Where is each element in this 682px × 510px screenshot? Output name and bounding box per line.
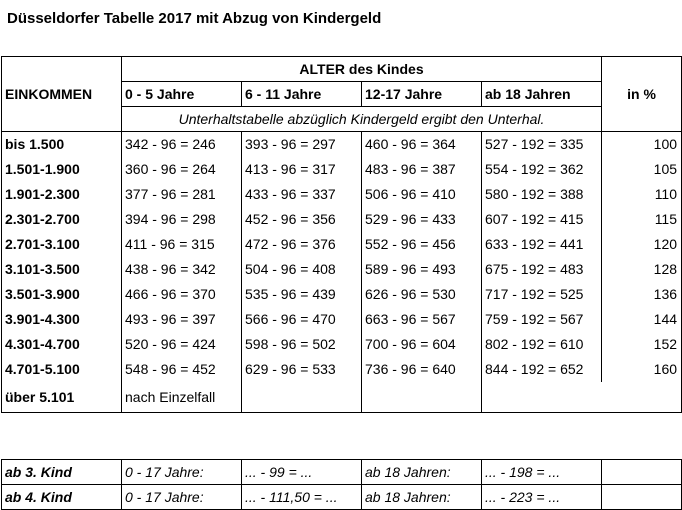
percent-value: 105 <box>602 157 682 182</box>
percent-value: 144 <box>602 307 682 332</box>
amount-12-17: 736 - 96 = 640 <box>362 357 482 382</box>
table-row <box>2 157 682 182</box>
percent-header-bottom <box>602 107 682 132</box>
amount-6-11: 535 - 96 = 439 <box>242 282 362 307</box>
age-range-under-18: 0 - 17 Jahre: <box>122 485 242 510</box>
table-row <box>2 307 682 332</box>
amount-0-5: 411 - 96 = 315 <box>122 232 242 257</box>
formula-under-18: ... - 99 = ... <box>242 460 362 485</box>
percent-header: in % <box>602 82 682 107</box>
income-bracket: 3.901-4.300 <box>2 307 122 332</box>
table-row <box>2 182 682 207</box>
page-title: Düsseldorfer Tabelle 2017 mit Abzug von Kindergeld <box>7 10 382 27</box>
amount-0-5: 342 - 96 = 246 <box>122 132 242 157</box>
amount-6-11: 433 - 96 = 337 <box>242 182 362 207</box>
einkommen-header: EINKOMMEN <box>2 82 122 107</box>
amount-12-17: 483 - 96 = 387 <box>362 157 482 182</box>
einkommen-header-bottom <box>2 107 122 132</box>
einzelfall-note: nach Einzelfall <box>122 382 242 413</box>
income-bracket: 1.501-1.900 <box>2 157 122 182</box>
age-range-18: ab 18 Jahren: <box>362 460 482 485</box>
income-bracket: 4.301-4.700 <box>2 332 122 357</box>
footer-row <box>2 485 682 510</box>
amount-18: 802 - 192 = 610 <box>482 332 602 357</box>
child-order-label: ab 4. Kind <box>2 485 122 510</box>
empty-cell <box>602 485 682 510</box>
amount-6-11: 504 - 96 = 408 <box>242 257 362 282</box>
income-bracket: 2.301-2.700 <box>2 207 122 232</box>
amount-12-17: 506 - 96 = 410 <box>362 182 482 207</box>
amount-6-11: 598 - 96 = 502 <box>242 332 362 357</box>
amount-18: 580 - 192 = 388 <box>482 182 602 207</box>
amount-18: 717 - 192 = 525 <box>482 282 602 307</box>
footer-table <box>1 459 682 510</box>
percent-value: 136 <box>602 282 682 307</box>
amount-6-11: 452 - 96 = 356 <box>242 207 362 232</box>
age-group-12-17: 12-17 Jahre <box>362 82 482 107</box>
age-group-18: ab 18 Jahren <box>482 82 602 107</box>
amount-0-5: 493 - 96 = 397 <box>122 307 242 332</box>
amount-12-17: 460 - 96 = 364 <box>362 132 482 157</box>
percent-value: 115 <box>602 207 682 232</box>
income-over-5101: über 5.101 <box>2 382 122 413</box>
percent-header-top <box>602 57 682 82</box>
table-subtitle: Unterhaltstabelle abzüglich Kindergeld ergibt den Unterhal. <box>122 107 602 132</box>
amount-18: 607 - 192 = 415 <box>482 207 602 232</box>
formula-18: ... - 198 = ... <box>482 460 602 485</box>
amount-18: 554 - 192 = 362 <box>482 157 602 182</box>
income-bracket: 4.701-5.100 <box>2 357 122 382</box>
amount-18: 844 - 192 = 652 <box>482 357 602 382</box>
amount-6-11: 472 - 96 = 376 <box>242 232 362 257</box>
table-row <box>2 282 682 307</box>
age-group-0-5: 0 - 5 Jahre <box>122 82 242 107</box>
percent-value: 152 <box>602 332 682 357</box>
table-row <box>2 232 682 257</box>
child-order-label: ab 3. Kind <box>2 460 122 485</box>
income-bracket: 1.901-2.300 <box>2 182 122 207</box>
unterhalt-table <box>1 56 682 413</box>
formula-under-18: ... - 111,50 = ... <box>242 485 362 510</box>
amount-6-11: 413 - 96 = 317 <box>242 157 362 182</box>
amount-18: 633 - 192 = 441 <box>482 232 602 257</box>
amount-6-11: 393 - 96 = 297 <box>242 132 362 157</box>
amount-0-5: 548 - 96 = 452 <box>122 357 242 382</box>
percent-value: 160 <box>602 357 682 382</box>
amount-0-5: 520 - 96 = 424 <box>122 332 242 357</box>
income-bracket: 2.701-3.100 <box>2 232 122 257</box>
formula-18: ... - 223 = ... <box>482 485 602 510</box>
empty-cell <box>362 382 482 413</box>
amount-18: 759 - 192 = 567 <box>482 307 602 332</box>
einkommen-header-top <box>2 57 122 82</box>
amount-12-17: 529 - 96 = 433 <box>362 207 482 232</box>
table-row <box>2 132 682 157</box>
amount-12-17: 663 - 96 = 567 <box>362 307 482 332</box>
percent-value: 120 <box>602 232 682 257</box>
amount-18: 527 - 192 = 335 <box>482 132 602 157</box>
amount-12-17: 626 - 96 = 530 <box>362 282 482 307</box>
empty-cell <box>602 382 682 413</box>
age-range-18: ab 18 Jahren: <box>362 485 482 510</box>
empty-cell <box>602 460 682 485</box>
amount-12-17: 700 - 96 = 604 <box>362 332 482 357</box>
amount-0-5: 360 - 96 = 264 <box>122 157 242 182</box>
percent-value: 128 <box>602 257 682 282</box>
amount-12-17: 552 - 96 = 456 <box>362 232 482 257</box>
income-bracket: 3.101-3.500 <box>2 257 122 282</box>
empty-cell <box>242 382 362 413</box>
age-range-under-18: 0 - 17 Jahre: <box>122 460 242 485</box>
percent-value: 110 <box>602 182 682 207</box>
empty-cell <box>482 382 602 413</box>
amount-6-11: 566 - 96 = 470 <box>242 307 362 332</box>
income-bracket: 3.501-3.900 <box>2 282 122 307</box>
amount-0-5: 438 - 96 = 342 <box>122 257 242 282</box>
table-row <box>2 357 682 382</box>
alter-header: ALTER des Kindes <box>122 57 602 82</box>
income-bracket: bis 1.500 <box>2 132 122 157</box>
age-group-6-11: 6 - 11 Jahre <box>242 82 362 107</box>
table-row <box>2 207 682 232</box>
table-row <box>2 257 682 282</box>
amount-0-5: 394 - 96 = 298 <box>122 207 242 232</box>
footer-row <box>2 460 682 485</box>
amount-18: 675 - 192 = 483 <box>482 257 602 282</box>
table-row <box>2 332 682 357</box>
amount-0-5: 377 - 96 = 281 <box>122 182 242 207</box>
percent-value: 100 <box>602 132 682 157</box>
amount-6-11: 629 - 96 = 533 <box>242 357 362 382</box>
amount-12-17: 589 - 96 = 493 <box>362 257 482 282</box>
amount-0-5: 466 - 96 = 370 <box>122 282 242 307</box>
